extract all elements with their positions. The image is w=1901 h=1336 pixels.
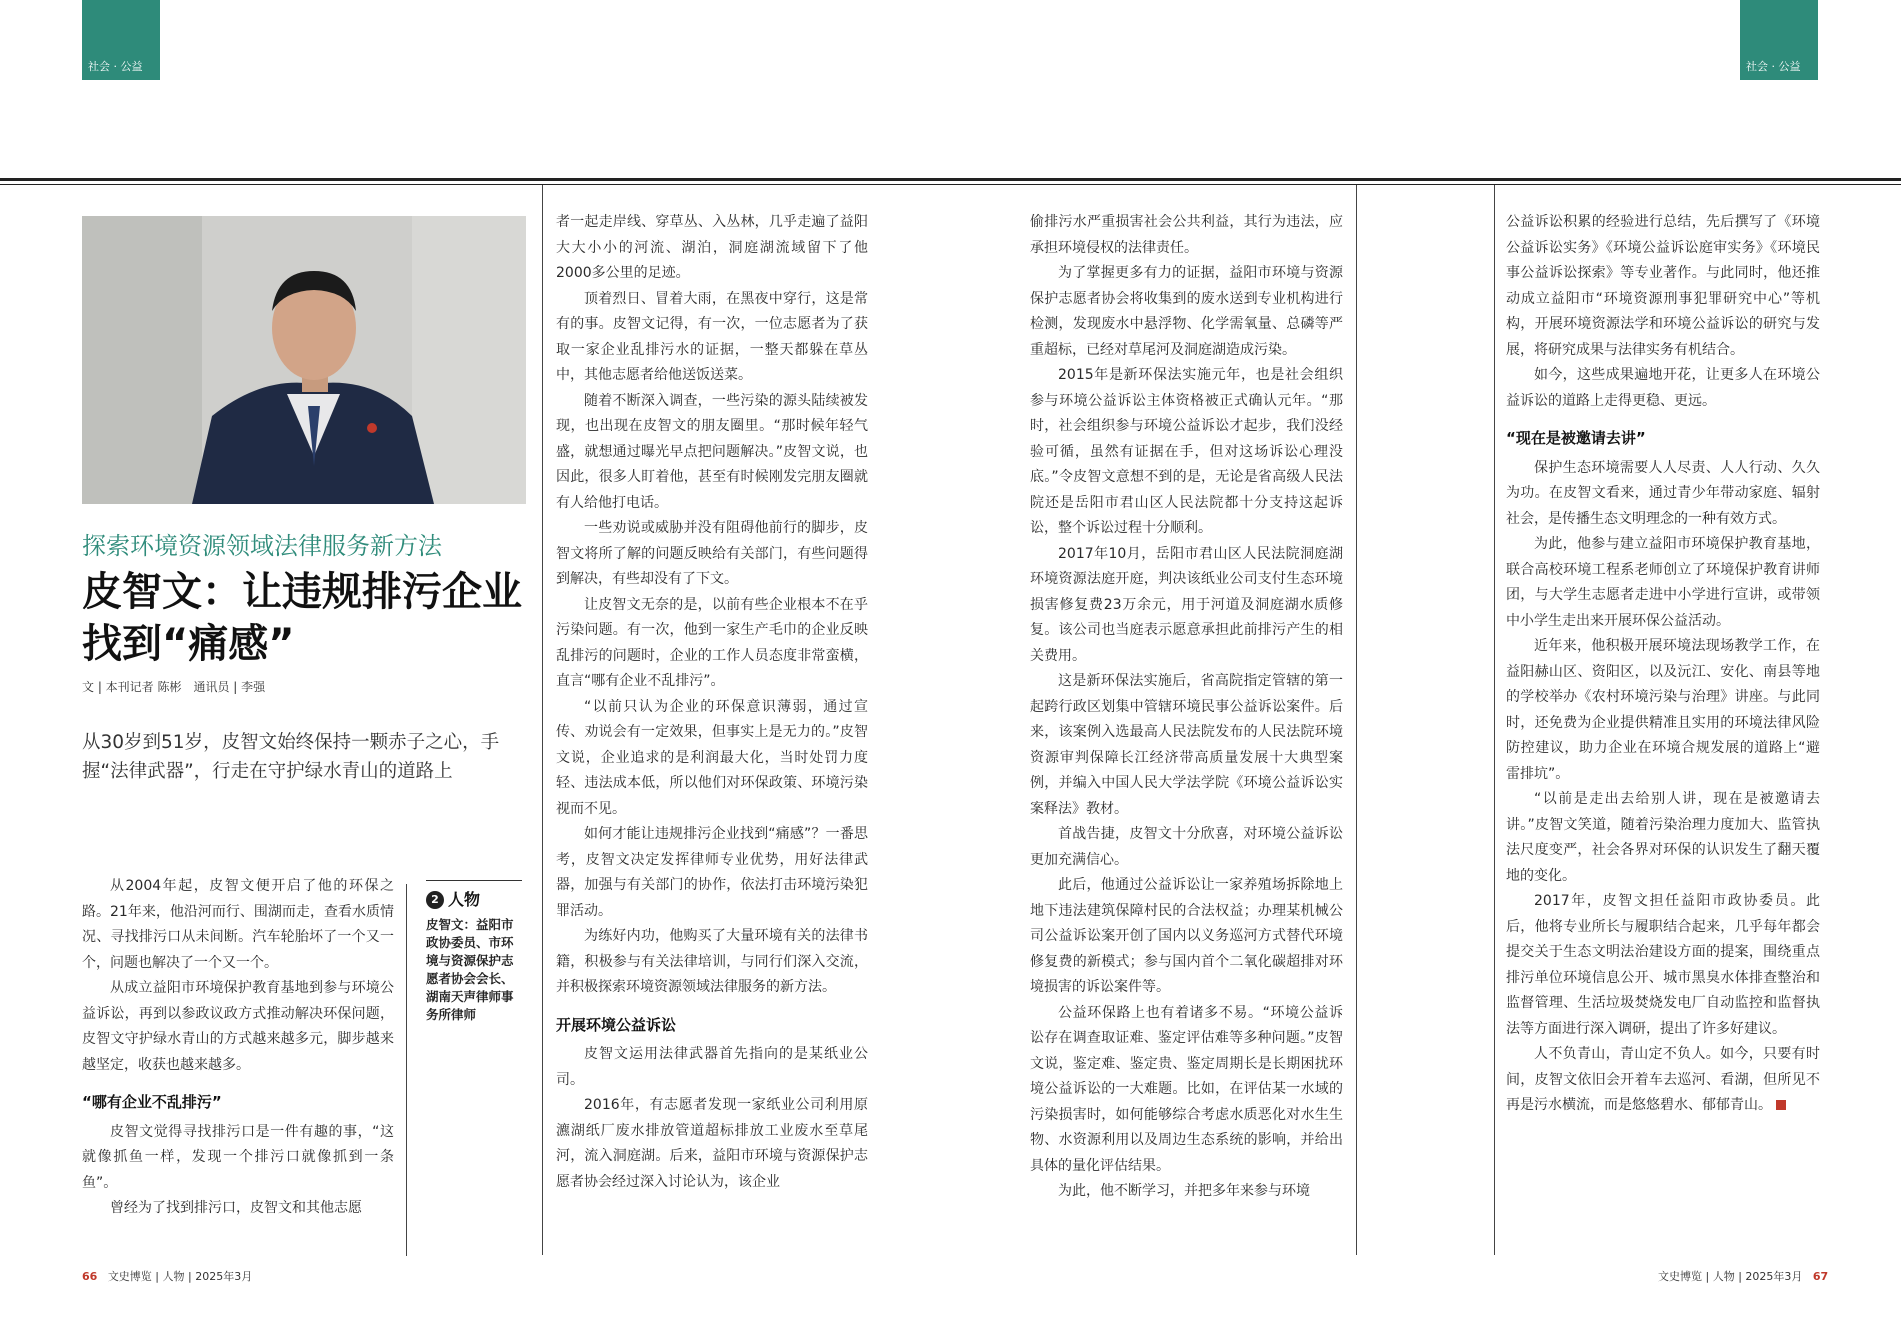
- person-sidebar: [426, 880, 522, 1024]
- article-subtitle: 探索环境资源领域法律服务新方法: [82, 532, 442, 560]
- portrait-illustration: [82, 216, 526, 504]
- paragraph: “以前是走出去给别人讲，现在是被邀请去讲。”皮智文笑道，随着污染治理力度加大、监管执法尺度变严，社会各界对环保的认识发生了翻天覆地的变化。: [1506, 791, 1820, 884]
- paragraph: 如何才能让违规排污企业找到“痛感”？一番思考，皮智文决定发挥律师专业优势，用好法律武器，加强与有关部门的协作，依法打击环境污染犯罪活动。: [556, 826, 868, 919]
- paragraph: 如今，这些成果遍地开花，让更多人在环境公益诉讼的道路上走得更稳、更远。: [1506, 367, 1820, 409]
- page-number-left: 66: [82, 1270, 98, 1283]
- header-rule-thick: [0, 178, 1901, 181]
- footer-right: [1658, 1268, 1828, 1284]
- paragraph: 随着不断深入调查，一些污染的源头陆续被发现，也出现在皮智文的朋友圈里。“那时候年轻气盛，就想通过曝光早点把问题解决。”皮智文说，也因此，很多人盯着他，甚至有时候刚发完朋友圈就有人给他打电话。: [556, 392, 868, 511]
- column-divider: [1494, 185, 1495, 1255]
- column-divider: [1356, 185, 1357, 1255]
- paragraph: 从成立益阳市环境保护教育基地到参与环境公益诉讼，再到以参政议政方式推动解决环保问题，皮智文守护绿水青山的方式越来越多元，脚步越来越坚定，收获也越来越多。: [82, 980, 394, 1073]
- portrait-photo: [82, 216, 526, 504]
- paragraph: 2016年，有志愿者发现一家纸业公司利用原瀌湖纸厂废水排放管道超标排放工业废水至草尾河，流入洞庭湖。后来，益阳市环境与资源保护志愿者协会经过深入讨论认为，该企业: [556, 1097, 868, 1190]
- paragraph: 公益环保路上也有着诸多不易。“环境公益诉讼存在调查取证难、鉴定评估难等多种问题。”皮智文说，鉴定难、鉴定贵、鉴定周期长是长期困扰环境公益诉讼的一大难题。比如，在评估某一水域的污染损害时，如何能够综合考虑水质恶化对水生生物、水资源利用以及周边生态系统的影响，并给出具体的量化评估结果。: [1030, 1004, 1343, 1174]
- sidebar-number-badge: 2: [426, 891, 444, 909]
- paragraph: 为此，他不断学习，并把多年来参与环境: [1058, 1183, 1310, 1199]
- column-divider: [542, 185, 543, 1255]
- header-rule-thin: [0, 184, 1901, 185]
- section-heading: 开展环境公益诉讼: [556, 1015, 677, 1034]
- article-title: [82, 566, 522, 670]
- column-divider: [406, 884, 407, 1256]
- paragraph: 一些劝说或威胁并没有阻碍他前行的脚步，皮智文将所了解的问题反映给有关部门，有些问题得到解决，有些却没有了下文。: [556, 520, 868, 587]
- paragraph: 为此，他参与建立益阳市环境保护教育基地，联合高校环境工程系老师创立了环境保护教育讲师团，与大学生志愿者走进中小学进行宣讲，或带领中小学生走出来开展环保公益活动。: [1506, 536, 1820, 629]
- paragraph: 者一起走岸线、穿草丛、入丛林，几乎走遍了益阳大大小小的河流、湖泊，洞庭湖流域留下了他2000多公里的足迹。: [556, 214, 868, 281]
- section-label-right: 社会 · 公益: [1746, 60, 1801, 73]
- paragraph: 首战告捷，皮智文十分欣喜，对环境公益诉讼更加充满信心。: [1030, 826, 1343, 868]
- paragraph: 保护生态环境需要人人尽责、人人行动、久久为功。在皮智文看来，通过青少年带动家庭、辐射社会，是传播生态文明理念的一种有效方式。: [1506, 459, 1820, 527]
- standfirst: 从30岁到51岁，皮智文始终保持一颗赤子之心，手握“法律武器”，行走在守护绿水青山的道路上: [82, 732, 500, 782]
- paragraph: 皮智文运用法律武器首先指向的是某纸业公司。: [556, 1046, 868, 1088]
- section-tab-left: [82, 0, 160, 80]
- paragraph: 近年来，他积极开展环境法现场教学工作，在益阳赫山区、资阳区，以及沅江、安化、南县等地的学校举办《农村环境污染与治理》讲座。与此同时，还免费为企业提供精准且实用的环境法律风险防控建议，助力企业在环境合规发展的道路上“避雷排坑”。: [1506, 638, 1820, 782]
- article-column-3: [1030, 210, 1343, 1205]
- section-heading: “哪有企业不乱排污”: [82, 1093, 222, 1111]
- title-line-1: 皮智文：让违规排污企业: [82, 569, 522, 615]
- footer-left: [82, 1268, 252, 1284]
- paragraph: [1506, 1042, 1820, 1119]
- paragraph: 这是新环保法实施后，省高院指定管辖的第一起跨行政区划集中管辖环境民事公益诉讼案件。后来，该案例入选最高人民法院发布的人民法院环境资源审判保障长江经济带高质量发展十大典型案例，并编入中国人民大学法学院《环境公益诉讼实案释法》教材。: [1030, 673, 1343, 817]
- paragraph: 顶着烈日、冒着大雨，在黑夜中穿行，这是常有的事。皮智文记得，有一次，一位志愿者为了获取一家企业乱排污水的证据，一整天都躲在草丛中，其他志愿者给他送饭送菜。: [556, 290, 868, 383]
- paragraph: 2017年10月，岳阳市君山区人民法院洞庭湖环境资源法庭开庭，判决该纸业公司支付生态环境损害修复费23万余元，用于河道及洞庭湖水质修复。该公司也当庭表示愿意承担此前排污产生的相关费用。: [1030, 545, 1343, 664]
- paragraph: 从2004年起，皮智文便开启了他的环保之路。21年来，他沿河而行、围湖而走，查看水质情况、寻找排污口从未间断。汽车轮胎坏了一个又一个，问题也解决了一个又一个。: [82, 878, 394, 971]
- article-column-4: [1506, 210, 1820, 1119]
- paragraph: 为了掌握更多有力的证据，益阳市环境与资源保护志愿者协会将收集到的废水送到专业机构进行检测，发现废水中悬浮物、化学需氧量、总磷等严重超标，已经对草尾河及洞庭湖造成污染。: [1030, 265, 1343, 358]
- paragraph: 曾经为了找到排污口，皮智文和其他志愿: [110, 1200, 362, 1216]
- sidebar-description: 皮智文：益阳市政协委员、市环境与资源保护志愿者协会会长、湖南天声律师事务所律师: [426, 917, 514, 1022]
- end-mark-icon: [1776, 1100, 1786, 1110]
- article-column-2: [556, 210, 868, 1195]
- article-column-1: [82, 874, 394, 1222]
- final-paragraph-text: 人不负青山，青山定不负人。如今，只要有时间，皮智文依旧会开着车去巡河、看湖，但所见不再是污水横流，而是悠悠碧水、郁郁青山。: [1506, 1046, 1820, 1113]
- paragraph: “以前只认为企业的环保意识薄弱，通过宣传、劝说会有一定效果，但事实上是无力的。”皮智文说，企业追求的是利润最大化，当时处罚力度轻、违法成本低，所以他们对环保政策、环境污染视而不见。: [556, 698, 868, 817]
- byline: 文 | 本刊记者 陈彬 通讯员 | 李强: [82, 680, 266, 694]
- paragraph: 偷排污水严重损害社会公共利益，其行为违法，应承担环境侵权的法律责任。: [1030, 214, 1343, 256]
- section-tab-right: [1740, 0, 1818, 80]
- sidebar-rule: [426, 880, 522, 881]
- paragraph: 让皮智文无奈的是，以前有些企业根本不在乎污染问题。有一次，他到一家生产毛巾的企业反映乱排污的问题时，企业的工作人员态度非常蛮横，直言“哪有企业不乱排污”。: [556, 596, 868, 689]
- footer-right-text: 文史博览 | 人物 | 2025年3月: [1658, 1270, 1803, 1283]
- section-heading: “现在是被邀请去讲”: [1506, 429, 1646, 447]
- sidebar-heading-label: 人物: [448, 890, 481, 909]
- paragraph: 2015年是新环保法实施元年，也是社会组织参与环境公益诉讼主体资格被正式确认元年。“那时，社会组织参与环境公益诉讼才起步，我们没经验可循，虽然有证据在手，但对这场诉讼心理没底。”令皮智文意想不到的是，无论是省高级人民法院还是岳阳市君山区人民法院都十分支持这起诉讼，整个诉讼过程十分顺利。: [1030, 367, 1343, 536]
- paragraph: 公益诉讼积累的经验进行总结，先后撰写了《环境公益诉讼实务》《环境公益诉讼庭审实务》《环境民事公益诉讼探索》等专业著作。与此同时，他还推动成立益阳市“环境资源刑事犯罪研究中心”等机构，开展环境资源法学和环境公益诉讼的研究与发展，将研究成果与法律实务有机结合。: [1506, 214, 1820, 358]
- paragraph: 皮智文觉得寻找排污口是一件有趣的事，“这就像抓鱼一样，发现一个排污口就像抓到一条鱼”。: [82, 1123, 394, 1191]
- title-line-2: 找到“痛感”: [82, 621, 295, 667]
- paragraph: 此后，他通过公益诉讼让一家养殖场拆除地上地下违法建筑保障村民的合法权益；办理某机械公司公益诉讼案开创了国内以义务巡河方式替代环境修复费的新模式；参与国内首个二氧化碳超排对环境损害的诉讼案件等。: [1030, 877, 1343, 995]
- footer-left-text: 文史博览 | 人物 | 2025年3月: [107, 1270, 253, 1283]
- section-label-left: 社会 · 公益: [88, 60, 143, 73]
- paragraph: 2017年，皮智文担任益阳市政协委员。此后，他将专业所长与履职结合起来，几乎每年都会提交关于生态文明法治建设方面的提案，围绕重点排污单位环境信息公开、城市黑臭水体排查整治和监督管理、生活垃圾焚烧发电厂自动监控和监督执法等方面进行深入调研，提出了许多好建议。: [1506, 893, 1820, 1037]
- sidebar-heading: [426, 887, 522, 910]
- page-number-right: 67: [1812, 1270, 1829, 1283]
- paragraph: 为练好内功，他购买了大量环境有关的法律书籍，积极参与有关法律培训，与同行们深入交流，并积极探索环境资源领域法律服务的新方法。: [556, 928, 868, 995]
